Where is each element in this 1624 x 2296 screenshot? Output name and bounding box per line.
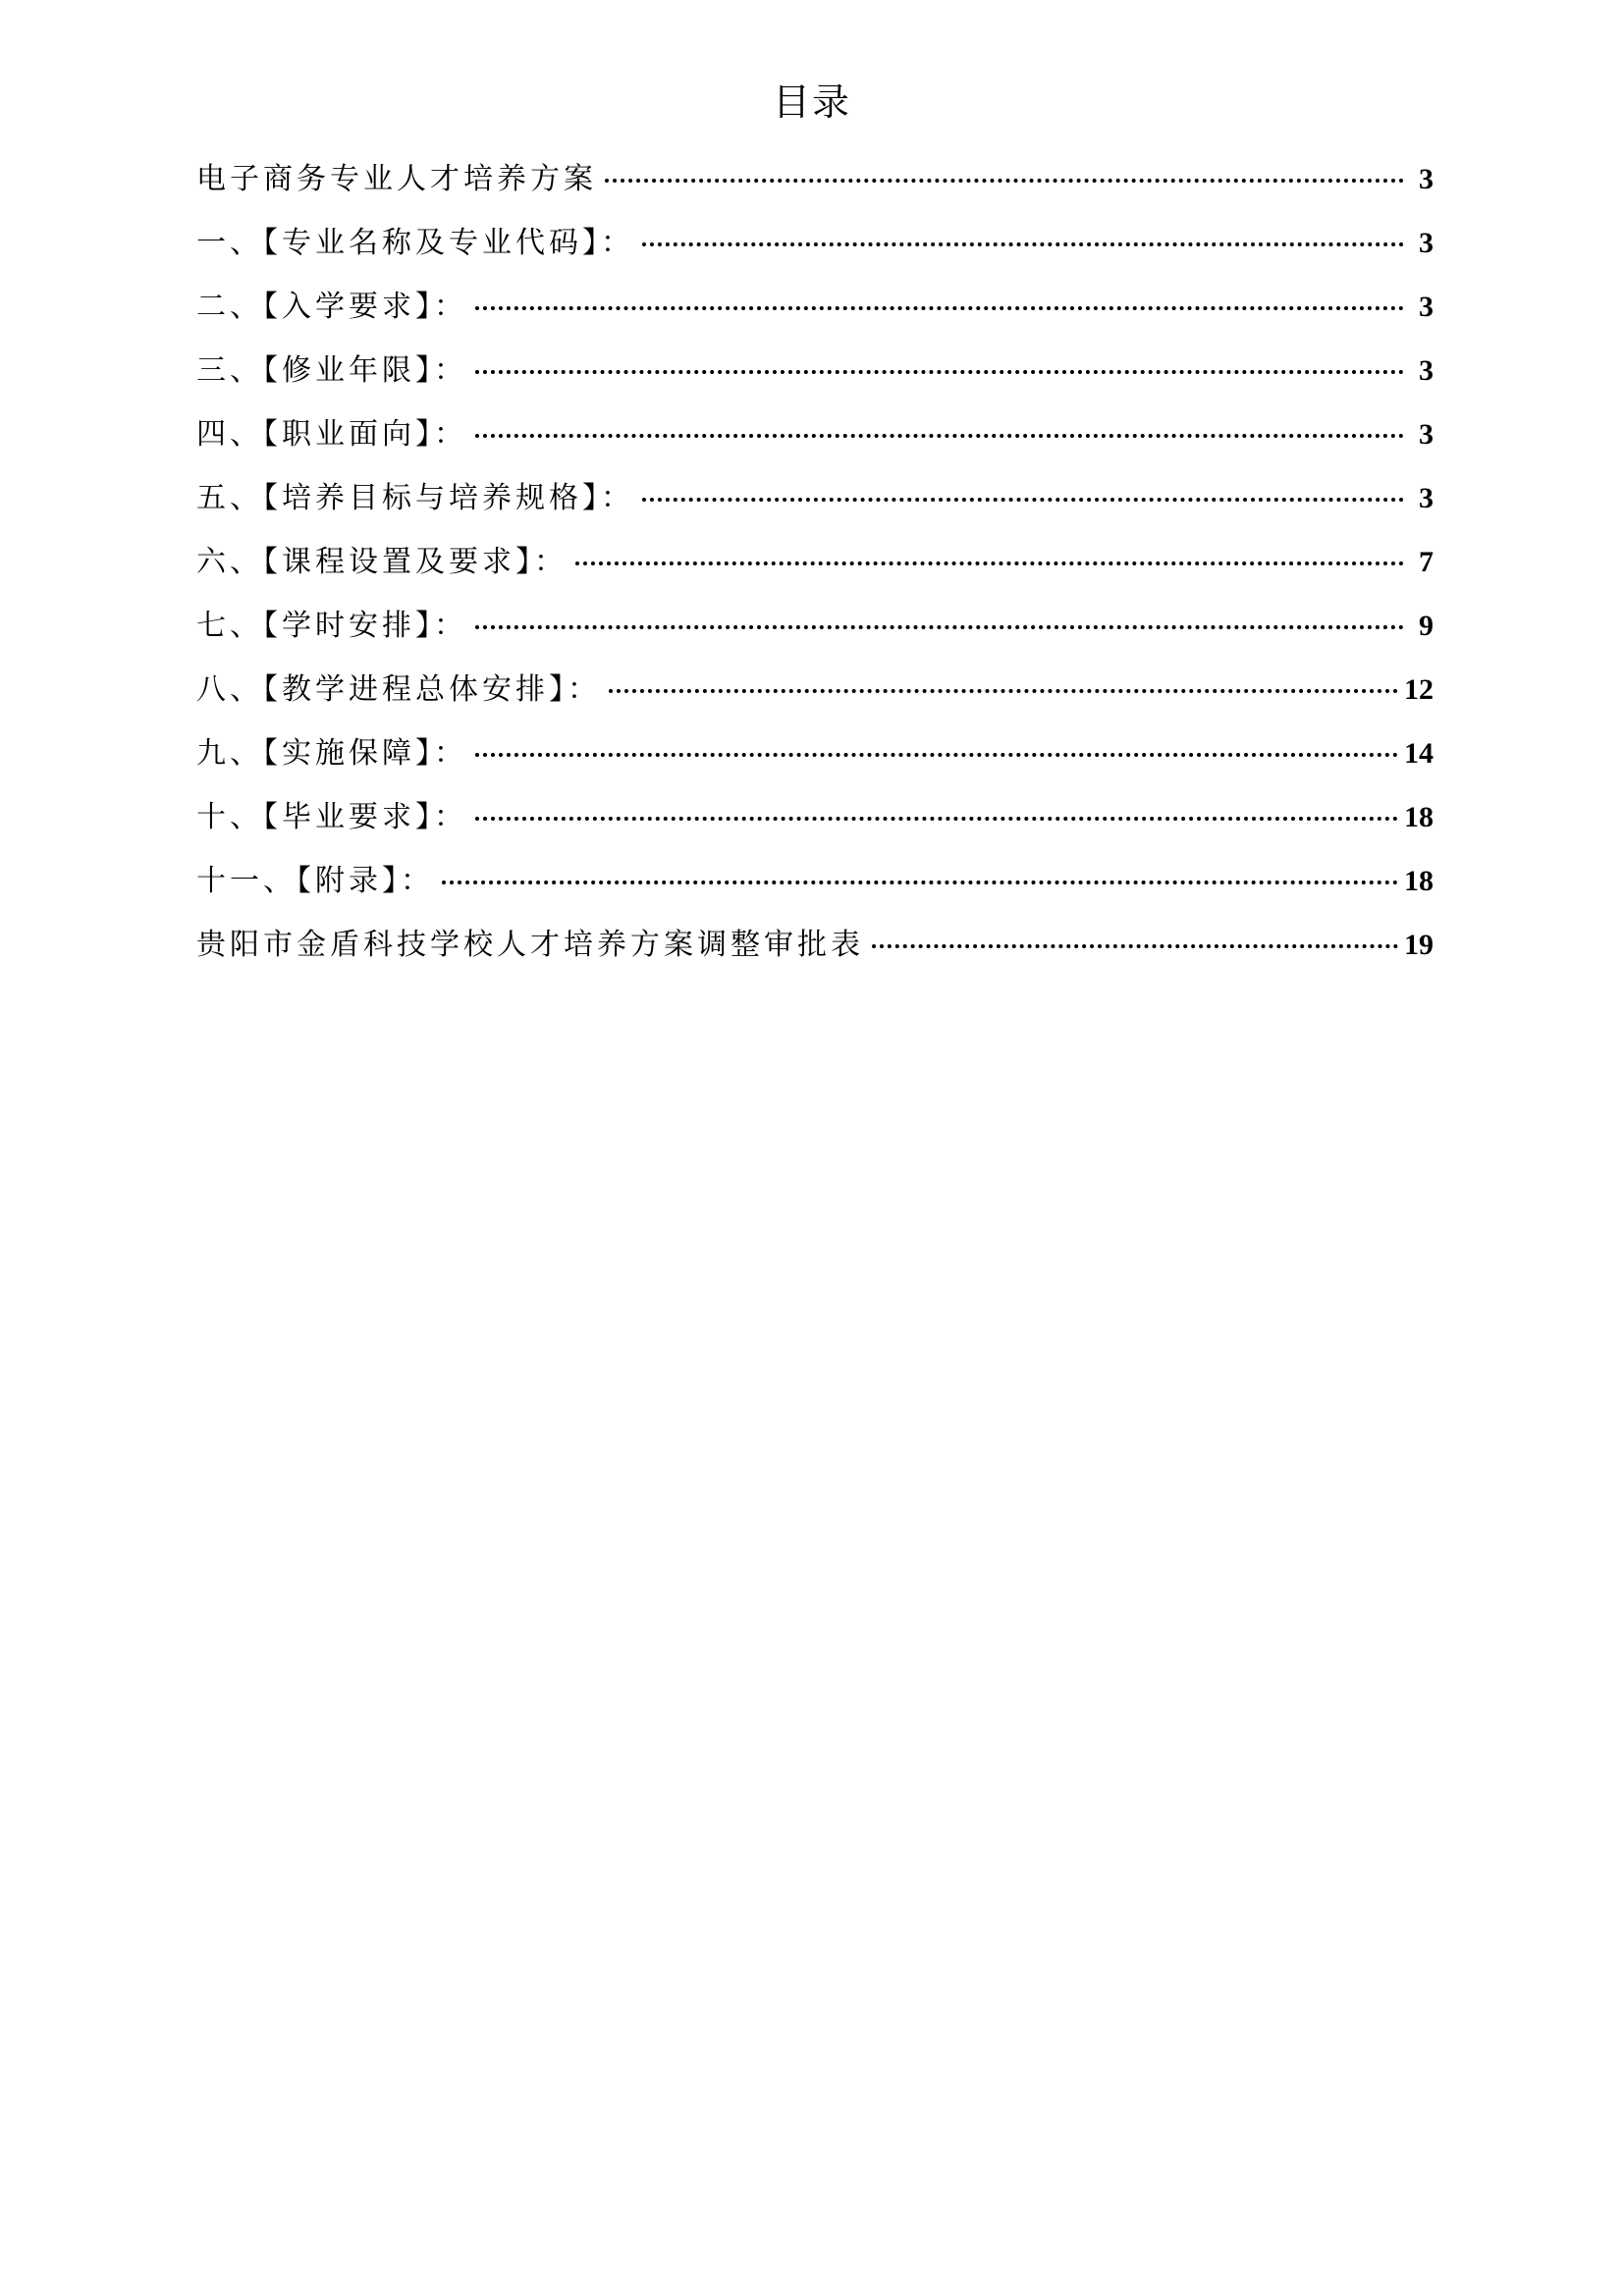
toc-entry[interactable] <box>196 849 1434 913</box>
toc-entry[interactable] <box>196 402 1434 466</box>
toc-entry[interactable] <box>196 339 1434 402</box>
toc-dot-leader <box>872 944 1398 948</box>
toc-dot-leader <box>642 498 1404 502</box>
toc-entry-page: 14 <box>1404 737 1434 770</box>
toc-entry[interactable] <box>196 785 1434 849</box>
toc-entry-page: 19 <box>1404 929 1434 961</box>
toc-entry-page: 3 <box>1419 482 1434 514</box>
toc-entry-page: 9 <box>1419 610 1434 642</box>
toc-entry-text: 十一、【附录】： <box>196 864 434 898</box>
toc-entry-text: 三、【修业年限】： <box>196 353 467 388</box>
toc-dot-leader <box>575 561 1404 565</box>
toc-entry[interactable] <box>196 275 1434 339</box>
toc-entry-text: 十、【毕业要求】： <box>196 800 467 834</box>
toc-dot-leader <box>475 370 1404 374</box>
toc-entry-page: 18 <box>1404 865 1434 897</box>
toc-entry-text: 五、【培养目标与培养规格】： <box>196 481 634 515</box>
toc-dot-leader <box>605 179 1404 183</box>
toc-entry-page: 3 <box>1419 163 1434 195</box>
toc-dot-leader <box>475 753 1398 757</box>
toc-dot-leader <box>442 881 1398 884</box>
toc-entry-page: 3 <box>1419 227 1434 259</box>
toc-entry[interactable] <box>196 594 1434 658</box>
toc-entry[interactable] <box>196 530 1434 594</box>
toc-entry-page: 3 <box>1419 418 1434 451</box>
toc-dot-leader <box>475 306 1404 310</box>
toc-list <box>196 147 1434 977</box>
toc-entry-page: 7 <box>1419 546 1434 578</box>
toc-dot-leader <box>475 434 1404 438</box>
toc-entry-text: 电子商务专业人才培养方案 <box>196 162 597 196</box>
toc-entry-text: 四、【职业面向】： <box>196 417 467 452</box>
toc-dot-leader <box>609 689 1398 693</box>
toc-entry-text: 二、【入学要求】： <box>196 290 467 324</box>
toc-entry-text: 九、【实施保障】： <box>196 736 467 771</box>
toc-entry[interactable] <box>196 721 1434 785</box>
toc-entry[interactable] <box>196 211 1434 275</box>
toc-entry-text: 八、【教学进程总体安排】： <box>196 672 601 707</box>
toc-entry-page: 3 <box>1419 354 1434 387</box>
toc-entry[interactable] <box>196 466 1434 530</box>
toc-entry-text: 六、【课程设置及要求】： <box>196 545 568 579</box>
toc-entry-page: 3 <box>1419 291 1434 323</box>
toc-entry-text: 七、【学时安排】： <box>196 609 467 643</box>
toc-entry-page: 18 <box>1404 801 1434 833</box>
toc-dot-leader <box>475 625 1404 629</box>
toc-entry-page: 12 <box>1404 673 1434 706</box>
toc-entry[interactable] <box>196 147 1434 211</box>
toc-entry[interactable] <box>196 658 1434 721</box>
toc-entry-text: 贵阳市金盾科技学校人才培养方案调整审批表 <box>196 928 864 962</box>
toc-title: 目录 <box>772 80 851 124</box>
toc-dot-leader <box>475 817 1398 821</box>
toc-entry-text: 一、【专业名称及专业代码】： <box>196 226 634 260</box>
toc-dot-leader <box>642 242 1404 246</box>
toc-entry[interactable] <box>196 913 1434 977</box>
